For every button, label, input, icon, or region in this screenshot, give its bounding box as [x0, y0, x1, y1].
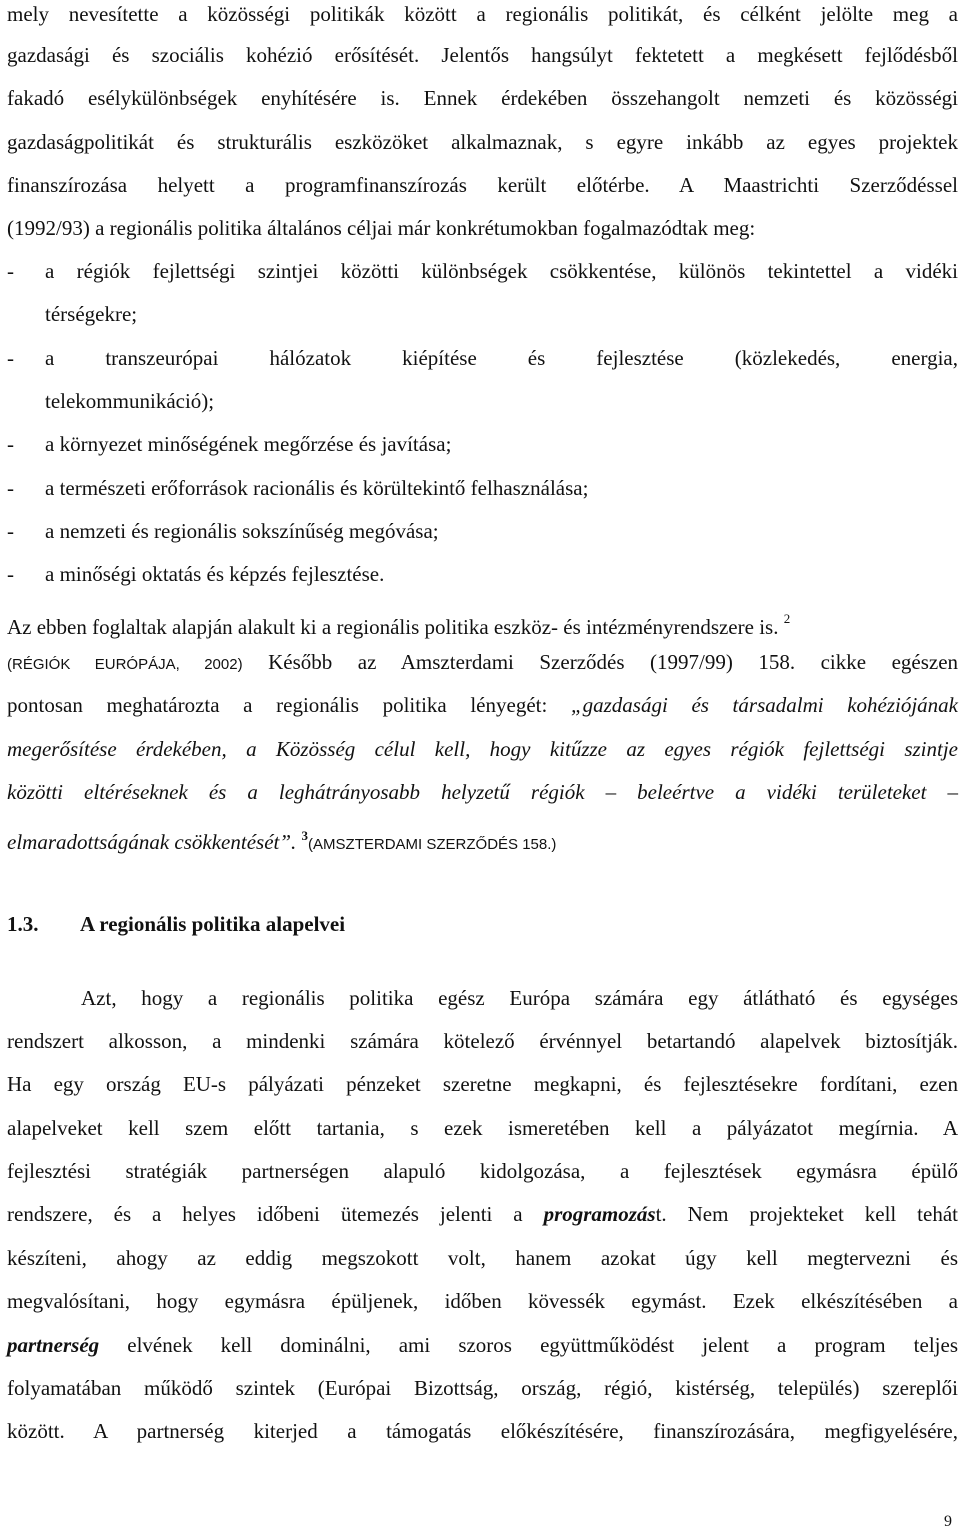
paragraph-text: Később az Amszterdami Szerződés (1997/99) 158. cikke egészen — [268, 650, 959, 674]
citation-reference: (RÉGIÓK EURÓPÁJA, 2002) — [7, 656, 243, 673]
paragraph-text: t. Nem projekteket kell tehát — [655, 1202, 958, 1226]
paragraph-text: elvének kell dominálni, ami szoros együttműködést jelent a program teljes — [99, 1333, 958, 1357]
paragraph-line — [7, 821, 958, 854]
list-dash: - — [7, 562, 14, 586]
list-item — [7, 516, 958, 546]
paragraph-line — [7, 1199, 958, 1229]
list-dash: - — [7, 519, 14, 543]
list-item — [7, 256, 958, 286]
page-number: 9 — [944, 1513, 952, 1530]
paragraph-line: fakadó esélykülönbségek enyhítésére is. Ennek érdekében összehangolt nemzeti és közösségi — [7, 86, 958, 110]
emphasis-term: partnerség — [7, 1333, 100, 1357]
emphasis-term: programozás — [543, 1202, 656, 1226]
list-item — [7, 429, 958, 459]
list-item — [7, 473, 958, 503]
list-item-continuation — [7, 386, 958, 416]
list-item-text: térségekre; — [45, 302, 138, 326]
paragraph-line: (1992/93) a regionális politika általános céljai már konkrétumokban fogalmazódtak meg: — [7, 216, 756, 240]
paragraph-line: fejlesztési stratégiák partnerségen alapuló kidolgozása, a fejlesztések egymásra épülő — [7, 1159, 958, 1183]
paragraph-line: gazdaságpolitikát és strukturális eszközöket alkalmaznak, s egyre inkább az egyes projektek — [7, 130, 958, 154]
list-item-continuation — [7, 299, 958, 329]
paragraph-line — [7, 983, 958, 1013]
quotation-text: „gazdasági és társadalmi kohéziójának — [570, 693, 959, 717]
list-item-text: a régiók fejlettségi szintjei közötti különbségek csökkentése, különös tekintettel a vidéki — [45, 259, 958, 283]
paragraph-text: pontosan meghatározta a regionális politika lényegét: — [7, 693, 571, 717]
paragraph-text: Azt, hogy a regionális politika egész Európa számára egy átlátható és egységes — [81, 986, 958, 1010]
list-item — [7, 343, 958, 373]
paragraph-line — [7, 690, 958, 720]
section-heading — [7, 909, 958, 939]
footnote-marker: 3 — [301, 828, 309, 843]
paragraph-line — [7, 604, 958, 639]
paragraph-line: folyamatában működő szintek (Európai Bizottság, ország, régió, kistérség, település) szereplői — [7, 1376, 958, 1400]
footnote-marker: 2 — [783, 611, 791, 626]
list-item — [7, 559, 958, 589]
citation-reference: (AMSZTERDAMI SZERZŐDÉS 158.) — [308, 836, 557, 853]
list-dash: - — [7, 432, 14, 456]
paragraph-text: rendszere, és a helyes időbeni ütemezés jelenti a — [7, 1202, 544, 1226]
paragraph-text: Az ebben foglaltak alapján alakult ki a regionális politika eszköz- és intézményrendszere is. — [7, 615, 779, 639]
quotation-text: megerősítése érdekében, a Közösség célul kell, hogy kitűzze az egyes régiók fejlettségi szintje — [7, 737, 958, 761]
list-dash: - — [7, 259, 14, 283]
paragraph-line: készíteni, ahogy az eddig megszokott volt, hanem azokat úgy kell megtervezni és — [7, 1246, 958, 1270]
paragraph-line — [7, 647, 958, 677]
paragraph-line: Ha egy ország EU-s pályázati pénzeket szeretne megkapni, és fejlesztésekre fordítani, ezen — [7, 1072, 958, 1096]
list-item-text: telekommunikáció); — [45, 389, 215, 413]
paragraph-line — [7, 734, 958, 764]
section-title: A regionális politika alapelvei — [80, 912, 346, 936]
paragraph-line: gazdasági és szociális kohézió erősítését. Jelentős hangsúlyt fektetett a megkésett fejlődésből — [7, 43, 958, 67]
paragraph-line: rendszert alkosson, a mindenki számára kötelező érvénnyel betartandó alapelvek biztosítják. — [7, 1029, 958, 1053]
quotation-text: közötti eltéréseknek és a leghátrányosabb helyzetű régiók – beleértve a vidéki területeket – — [7, 780, 958, 804]
list-item-text: a transzeurópai hálózatok kiépítése és fejlesztése (közlekedés, energia, — [45, 346, 958, 370]
paragraph-line: között. A partnerség kiterjed a támogatás előkészítésére, finanszírozására, megfigyelésére, — [7, 1419, 958, 1443]
paragraph-line: alapelveket kell szem előtt tartania, s ezek ismeretében kell a pályázatot megírnia. A — [7, 1116, 958, 1140]
list-item-text: a természeti erőforrások racionális és körültekintő felhasználása; — [45, 476, 589, 500]
paragraph-line: mely nevesítette a közösségi politikák között a regionális politikát, és célként jelölte meg a — [7, 2, 958, 26]
list-item-text: a környezet minőségének megőrzése és javítása; — [45, 432, 452, 456]
list-item-text: a nemzeti és regionális sokszínűség megóvása; — [45, 519, 439, 543]
paragraph-line: finanszírozása helyett a programfinanszírozás került előtérbe. A Maastrichti Szerződéssel — [7, 173, 958, 197]
quotation-text: elmaradottságának csökkentését”. — [7, 830, 297, 854]
list-dash: - — [7, 346, 14, 370]
list-dash: - — [7, 476, 14, 500]
paragraph-line: megvalósítani, hogy egymásra épüljenek, időben kövessék egymást. Ezek elkészítésében a — [7, 1289, 958, 1313]
paragraph-line — [7, 1330, 958, 1360]
list-item-text: a minőségi oktatás és képzés fejlesztése. — [45, 562, 385, 586]
section-number: 1.3. — [7, 912, 39, 936]
paragraph-line — [7, 777, 958, 807]
